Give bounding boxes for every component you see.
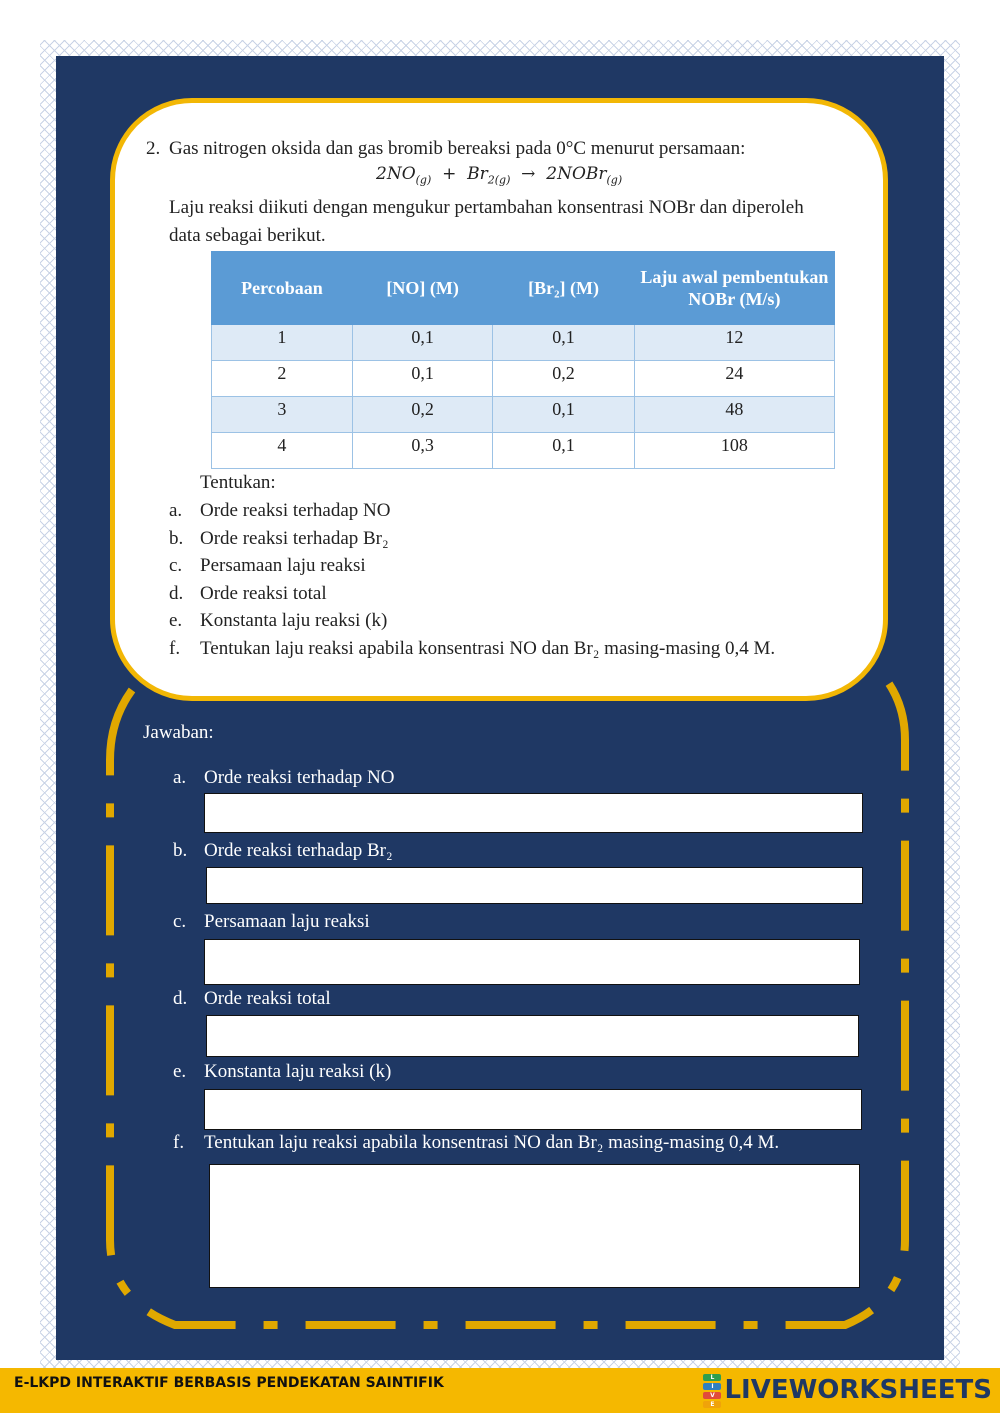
answer-label: Orde reaksi total xyxy=(204,988,331,1009)
liveworksheets-badge-icon xyxy=(703,1373,721,1407)
table-cell: 0,1 xyxy=(493,397,634,433)
table-cell: 0,1 xyxy=(493,325,634,361)
table-row xyxy=(212,325,835,361)
answer-input-e[interactable] xyxy=(204,1089,862,1130)
liveworksheets-logo[interactable] xyxy=(703,1372,992,1408)
table-cell: 12 xyxy=(634,325,834,361)
table-cell: 0,3 xyxy=(352,433,493,469)
table-cell: 0,2 xyxy=(493,361,634,397)
header-percobaan: Percobaan xyxy=(212,252,353,325)
answer-label: Tentukan laju reaksi apabila konsentrasi NO dan Br₂ masing-masing 0,4 M. xyxy=(204,1132,780,1153)
answer-label: Persamaan laju reaksi xyxy=(204,911,370,932)
answer-input-a[interactable] xyxy=(204,793,863,833)
liveworksheets-wordmark: LIVEWORKSHEETS xyxy=(724,1375,992,1405)
answer-label: Orde reaksi terhadap Br₂ xyxy=(204,840,393,861)
answer-label: Orde reaksi terhadap NO xyxy=(204,767,395,788)
item-text: Tentukan laju reaksi apabila konsentrasi NO dan Br₂ masing-masing 0,4 M. xyxy=(200,638,776,659)
answer-letter: d. xyxy=(173,988,188,1009)
answer-input-f[interactable] xyxy=(209,1164,860,1288)
table-cell: 0,1 xyxy=(352,361,493,397)
item-text: Orde reaksi terhadap NO xyxy=(200,500,391,521)
item-letter: b. xyxy=(169,528,184,549)
data-table xyxy=(211,251,835,469)
answer-letter: e. xyxy=(173,1061,187,1082)
item-letter: a. xyxy=(169,500,183,521)
answer-input-c[interactable] xyxy=(204,939,860,985)
table-row xyxy=(212,397,835,433)
header-laju: Laju awal pembentukan NOBr (M/s) xyxy=(634,252,834,325)
item-text: Orde reaksi total xyxy=(200,583,327,604)
answer-letter: b. xyxy=(173,840,188,861)
table-row xyxy=(212,433,835,469)
table-row xyxy=(212,361,835,397)
table-header-row xyxy=(212,252,835,325)
badge-letter: I xyxy=(703,1383,721,1390)
item-letter: e. xyxy=(169,610,183,631)
item-text: Persamaan laju reaksi xyxy=(200,555,366,576)
reaction-equation: $2NO_{(g)} + Br_{2(g)}$ → 2NOBr$_{(g)}$ xyxy=(376,164,623,187)
table-cell: 108 xyxy=(634,433,834,469)
item-letter: f. xyxy=(169,638,181,659)
table-cell: 0,1 xyxy=(493,433,634,469)
table-cell: 0,1 xyxy=(352,325,493,361)
table-cell: 48 xyxy=(634,397,834,433)
item-letter: c. xyxy=(169,555,183,576)
answer-letter: f. xyxy=(173,1132,185,1153)
question-description-2: data sebagai berikut. xyxy=(169,225,326,246)
answers-heading: Jawaban: xyxy=(143,722,214,743)
answer-input-d[interactable] xyxy=(206,1015,859,1057)
answer-letter: a. xyxy=(173,767,187,788)
question-description-1: Laju reaksi diikuti dengan mengukur pertambahan konsentrasi NOBr dan diperoleh xyxy=(169,197,804,218)
answer-label: Konstanta laju reaksi (k) xyxy=(204,1061,392,1082)
table-cell: 4 xyxy=(212,433,353,469)
footer-title: E-LKPD INTERAKTIF BERBASIS PENDEKATAN SAINTIFIK xyxy=(14,1375,444,1391)
badge-letter: V xyxy=(703,1392,721,1399)
question-intro: Gas nitrogen oksida dan gas bromib bereaksi pada 0°C menurut persamaan: xyxy=(169,138,746,159)
table-cell: 2 xyxy=(212,361,353,397)
table-cell: 3 xyxy=(212,397,353,433)
item-letter: d. xyxy=(169,583,184,604)
header-no: [NO] (M) xyxy=(352,252,493,325)
badge-letter: E xyxy=(703,1401,721,1408)
answer-input-b[interactable] xyxy=(206,867,863,904)
header-br2: [Br₂] (M) xyxy=(493,252,634,325)
item-text: Orde reaksi terhadap Br₂ xyxy=(200,528,389,549)
answer-letter: c. xyxy=(173,911,187,932)
badge-letter: L xyxy=(703,1374,721,1381)
item-text: Konstanta laju reaksi (k) xyxy=(200,610,388,631)
table-cell: 1 xyxy=(212,325,353,361)
tentukan-label: Tentukan: xyxy=(200,472,276,493)
table-cell: 0,2 xyxy=(352,397,493,433)
question-number: 2. xyxy=(146,138,161,159)
table-cell: 24 xyxy=(634,361,834,397)
